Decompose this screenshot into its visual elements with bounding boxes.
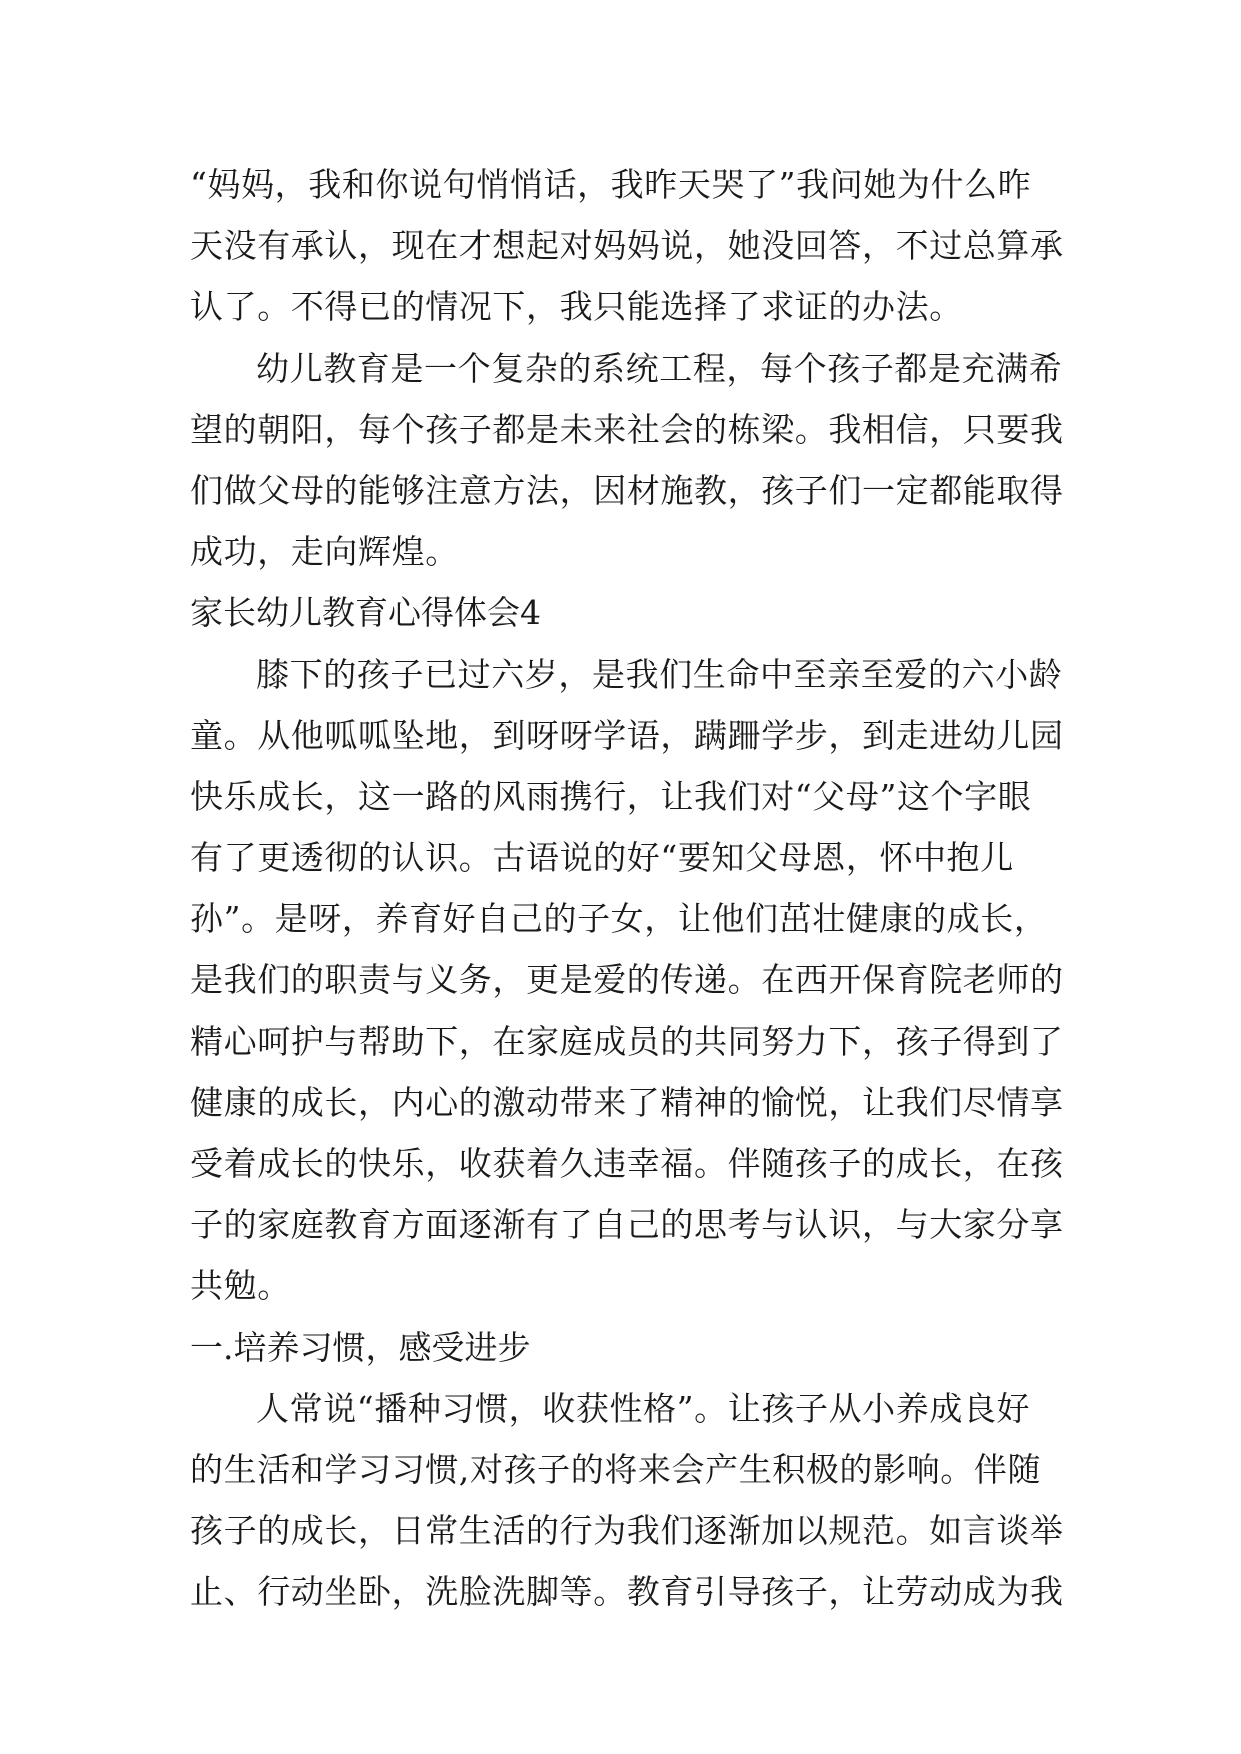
paragraph-line: 止、行动坐卧，洗脸洗脚等。教育引导孩子，让劳动成为我 xyxy=(190,1572,1064,1612)
paragraph-line: 有了更透彻的认识。古语说的好“要知父母恩，怀中抱儿 xyxy=(190,838,1014,878)
paragraph-line: 孙”。是呀，养育好自己的子女，让他们茁壮健康的成长， xyxy=(190,899,1048,939)
paragraph-line: 受着成长的快乐，收获着久违幸福。伴随孩子的成长，在孩 xyxy=(190,1144,1064,1183)
paragraph-line: 的生活和学习习惯,对孩子的将来会产生积极的影响。伴随 xyxy=(190,1449,1042,1489)
paragraph-line: 成功，走向辉煌。 xyxy=(190,532,459,572)
paragraph-line: 幼儿教育是一个复杂的系统工程，每个孩子都是充满希 xyxy=(256,348,1063,388)
paragraph-line: 共勉。 xyxy=(190,1266,291,1306)
paragraph-line: “妈妈，我和你说句悄悄话，我昨天哭了”我问她为什么昨 xyxy=(190,165,1032,204)
paragraph-line: 人常说“播种习惯，收获性格”。让孩子从小养成良好 xyxy=(256,1388,1031,1428)
paragraph-line: 快乐成长，这一路的风雨携行，让我们对“父母”这个字眼 xyxy=(190,776,1032,816)
paragraph-line: 膝下的孩子已过六岁，是我们生命中至亲至爱的六小龄 xyxy=(256,654,1063,694)
paragraph-line: 精心呵护与帮助下，在家庭成员的共同努力下，孩子得到了 xyxy=(190,1021,1064,1061)
paragraph-line: 们做父母的能够注意方法，因材施教，孩子们一定都能取得 xyxy=(190,470,1064,510)
section-heading: 家长幼儿教育心得体会4 xyxy=(190,593,541,633)
paragraph-line: 是我们的职责与义务，更是爱的传递。在西开保育院老师的 xyxy=(190,960,1064,1000)
paragraph-line: 孩子的成长，日常生活的行为我们逐渐加以规范。如言谈举 xyxy=(190,1511,1064,1551)
paragraph-line: 子的家庭教育方面逐渐有了自己的思考与认识，与大家分享 xyxy=(190,1205,1064,1245)
paragraph-line: 认了。不得已的情况下，我只能选择了求证的办法。 xyxy=(190,287,963,327)
subsection-heading: 一.培养习惯，感受进步 xyxy=(190,1327,531,1367)
paragraph-line: 童。从他呱呱坠地，到呀呀学语，蹒跚学步，到走进幼儿园 xyxy=(190,715,1064,755)
paragraph-line: 天没有承认，现在才想起对妈妈说，她没回答，不过总算承 xyxy=(190,226,1064,266)
paragraph-line: 望的朝阳，每个孩子都是未来社会的栋梁。我相信，只要我 xyxy=(190,409,1064,449)
paragraph-line: 健康的成长，内心的激动带来了精神的愉悦，让我们尽情享 xyxy=(190,1082,1064,1122)
document-page xyxy=(190,154,1064,1623)
